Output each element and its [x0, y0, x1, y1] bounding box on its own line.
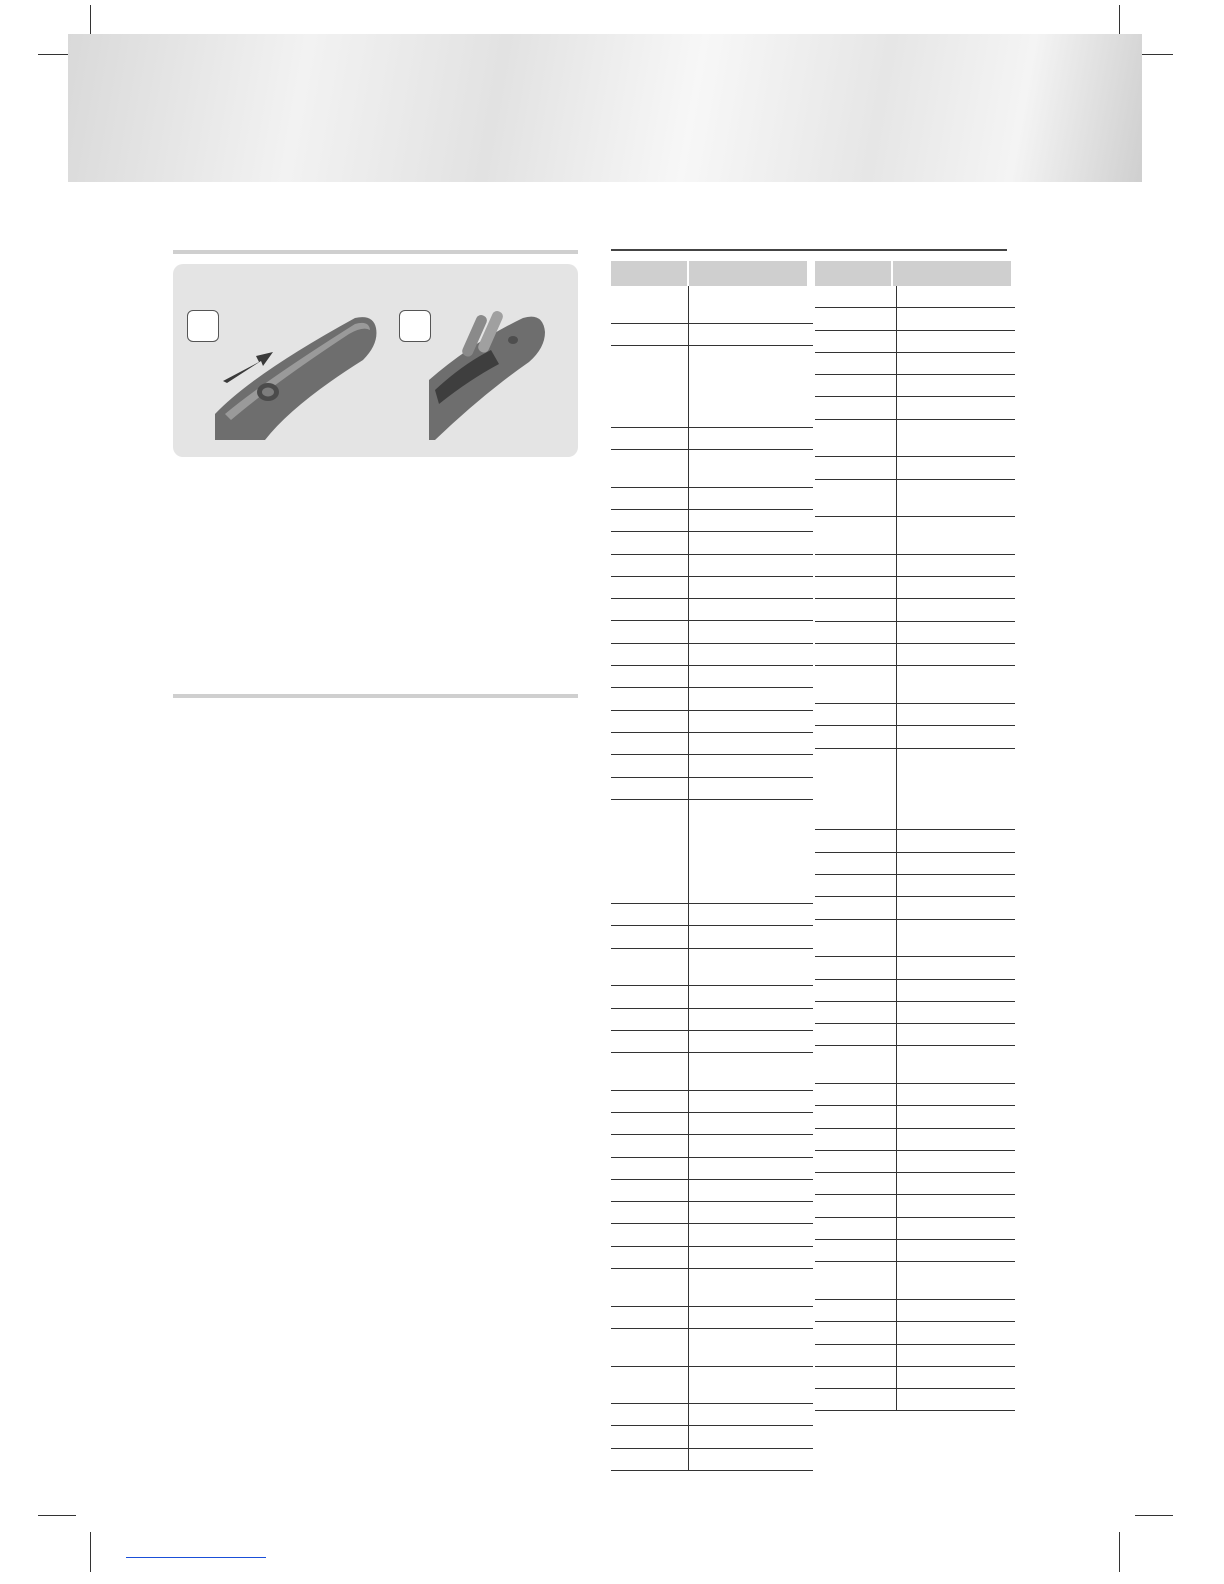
table-row [815, 1084, 1015, 1106]
table-row [815, 830, 1015, 852]
table-row [611, 1404, 813, 1426]
table-body [815, 286, 1017, 1411]
table-row [815, 1129, 1015, 1151]
table-row [815, 957, 1015, 979]
table-row [815, 1322, 1015, 1344]
column-divider [688, 286, 689, 1471]
table-row [611, 926, 813, 948]
page-header-band [68, 34, 1142, 182]
crop-mark [1135, 1515, 1173, 1516]
table-row [611, 488, 813, 510]
table-row [815, 286, 1015, 308]
table-row [611, 1367, 813, 1405]
table-row [611, 1180, 813, 1202]
table-row [611, 1224, 813, 1246]
table-row [815, 517, 1015, 555]
table-row [611, 755, 813, 777]
table-row [815, 1240, 1015, 1262]
table-row [611, 1449, 813, 1471]
table-row [611, 450, 813, 488]
table-row [611, 1247, 813, 1269]
table-row [611, 644, 813, 666]
tv-brand-code-table-left [611, 261, 813, 1471]
table-row [611, 577, 813, 599]
table-row [815, 1024, 1015, 1046]
table-row [815, 1173, 1015, 1195]
crop-mark [90, 1532, 91, 1572]
section-divider [173, 694, 578, 698]
table-row [611, 428, 813, 450]
table-row [815, 1002, 1015, 1024]
table-row [815, 397, 1015, 419]
table-section-rule [611, 249, 1007, 251]
table-row [815, 420, 1015, 458]
table-body [611, 286, 813, 1471]
table-row [815, 1300, 1015, 1322]
table-row [815, 1195, 1015, 1217]
crop-mark [1119, 1532, 1120, 1572]
table-row [815, 1106, 1015, 1128]
section-divider [173, 250, 578, 254]
table-row [611, 1135, 813, 1157]
table-row [815, 1262, 1015, 1300]
table-row [815, 308, 1015, 330]
table-row [815, 920, 1015, 958]
table-row [611, 286, 813, 324]
table-row [611, 986, 813, 1008]
table-row [815, 644, 1015, 666]
table-row [611, 1158, 813, 1180]
remote-battery-insert-icon [173, 264, 578, 457]
table-row [815, 726, 1015, 748]
table-row [611, 733, 813, 755]
table-row [815, 622, 1015, 644]
table-row [815, 1218, 1015, 1240]
table-row [815, 980, 1015, 1002]
table-header [611, 261, 813, 286]
table-row [611, 346, 813, 428]
table-row [815, 853, 1015, 875]
table-row [611, 532, 813, 554]
table-row [611, 800, 813, 904]
table-row [815, 577, 1015, 599]
column-header-brand [611, 261, 687, 286]
table-row [815, 1046, 1015, 1084]
table-row [611, 1031, 813, 1053]
table-row [611, 324, 813, 346]
table-row [815, 749, 1015, 831]
table-row [815, 1345, 1015, 1367]
table-row [815, 480, 1015, 518]
table-row [815, 375, 1015, 397]
table-row [611, 621, 813, 643]
column-header-code [689, 261, 807, 286]
table-row [611, 904, 813, 926]
table-row [611, 1091, 813, 1113]
table-row [815, 704, 1015, 726]
table-row [611, 510, 813, 532]
table-row [815, 599, 1015, 621]
table-row [611, 711, 813, 733]
table-row [611, 1329, 813, 1367]
table-row [815, 666, 1015, 704]
table-row [815, 1389, 1015, 1411]
footer-link[interactable] [126, 1557, 266, 1558]
column-header-brand [815, 261, 891, 286]
table-row [611, 778, 813, 800]
table-row [611, 1269, 813, 1307]
crop-mark [38, 1515, 76, 1516]
table-row [611, 1307, 813, 1329]
table-row [611, 1426, 813, 1448]
column-header-code [893, 261, 1011, 286]
table-row [611, 949, 813, 987]
table-row [611, 555, 813, 577]
battery-illustration-panel [173, 264, 578, 457]
table-row [815, 457, 1015, 479]
table-row [611, 666, 813, 688]
table-row [611, 1202, 813, 1224]
table-row [815, 331, 1015, 353]
tv-brand-code-table-right [815, 261, 1017, 1411]
table-row [815, 875, 1015, 897]
table-row [815, 555, 1015, 577]
table-row [611, 1113, 813, 1135]
column-divider [896, 286, 897, 1411]
table-header [815, 261, 1017, 286]
table-row [815, 1367, 1015, 1389]
table-row [611, 688, 813, 710]
table-row [815, 1151, 1015, 1173]
table-row [611, 1053, 813, 1091]
table-row [815, 897, 1015, 919]
table-row [815, 353, 1015, 375]
table-row [611, 1009, 813, 1031]
table-row [611, 599, 813, 621]
